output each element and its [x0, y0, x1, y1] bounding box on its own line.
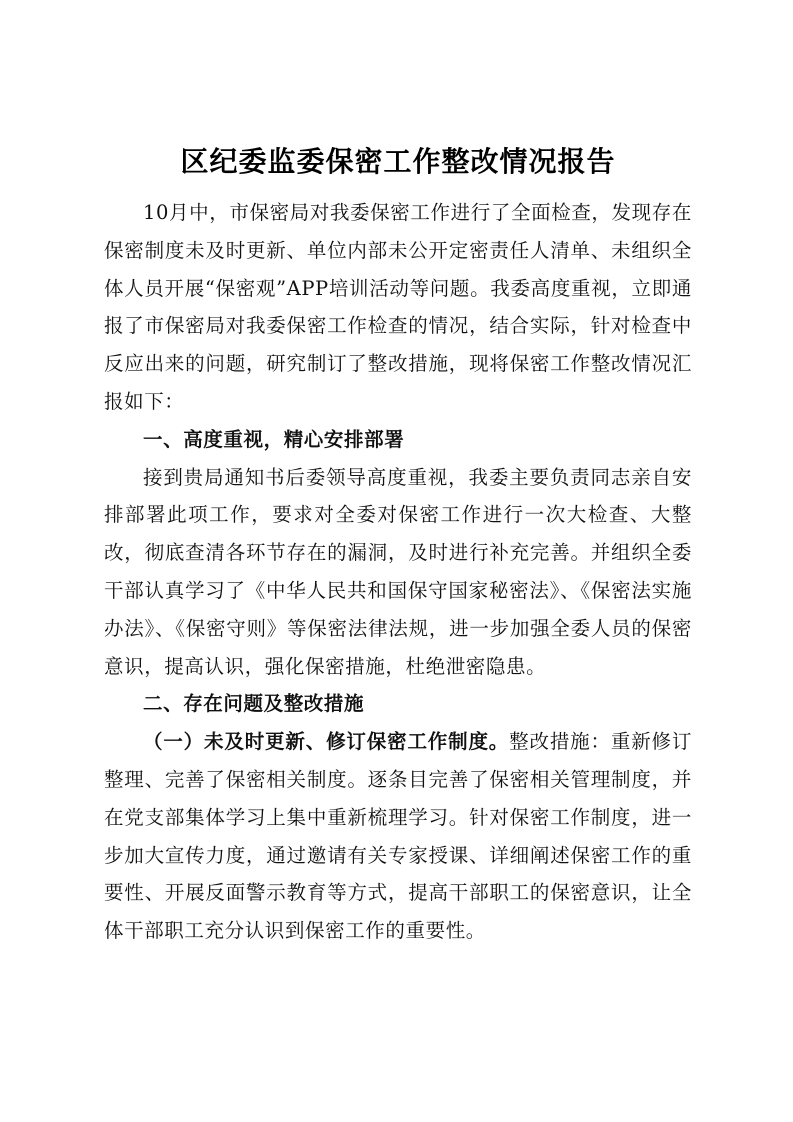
intro-paragraph: 10月中，市保密局对我委保密工作进行了全面检查，发现存在保密制度未及时更新、单位内部未公开定密责任人清单、未组织全体人员开展“保密观”APP培训活动等问题。我委高度重视，立即通报了市保密局对我委保密工作检查的情况，结合实际，针对检查中反应出来的问题，研究制订了整改措施，现将保密工作整改情况汇报如下：: [104, 201, 692, 413]
section-2-item-1-body: 整改措施：重新修订整理、完善了保密相关制度。逐条目完善了保密相关管理制度，并在党支部集体学习上集中重新梳理学习。针对保密工作制度，进一步加大宣传力度，通过邀请有关专家授课、详细阐述保密工作的重要性、开展反面警示教育等方式，提高干部职工的保密意识，让全体干部职工充分认识到保密工作的重要性。: [104, 730, 692, 943]
section-1-paragraph: 接到贵局通知书后委领导高度重视，我委主要负责同志亲自安排部署此项工作，要求对全委对保密工作进行一次大检查、大整改，彻底查清各环节存在的漏洞，及时进行补充完善。并组织全委干部认真学习了《中华人民共和国保守国家秘密法》、《保密法实施办法》、《保密守则》等保密法律法规，进一步加强全委人员的保密意识，提高认识，强化保密措施，杜绝泄密隐患。: [104, 465, 692, 678]
document-title: 区纪委监委保密工作整改情况报告: [180, 145, 616, 178]
section-2-item-1-title: （一）未及时更新、修订保密工作制度。: [143, 730, 510, 754]
document-page: [104, 142, 692, 950]
section-1-heading: 一、高度重视，精心安排部署: [143, 427, 405, 451]
section-2-item-1-paragraph: [104, 723, 692, 950]
section-2-heading: 二、存在问题及整改措施: [143, 692, 365, 716]
